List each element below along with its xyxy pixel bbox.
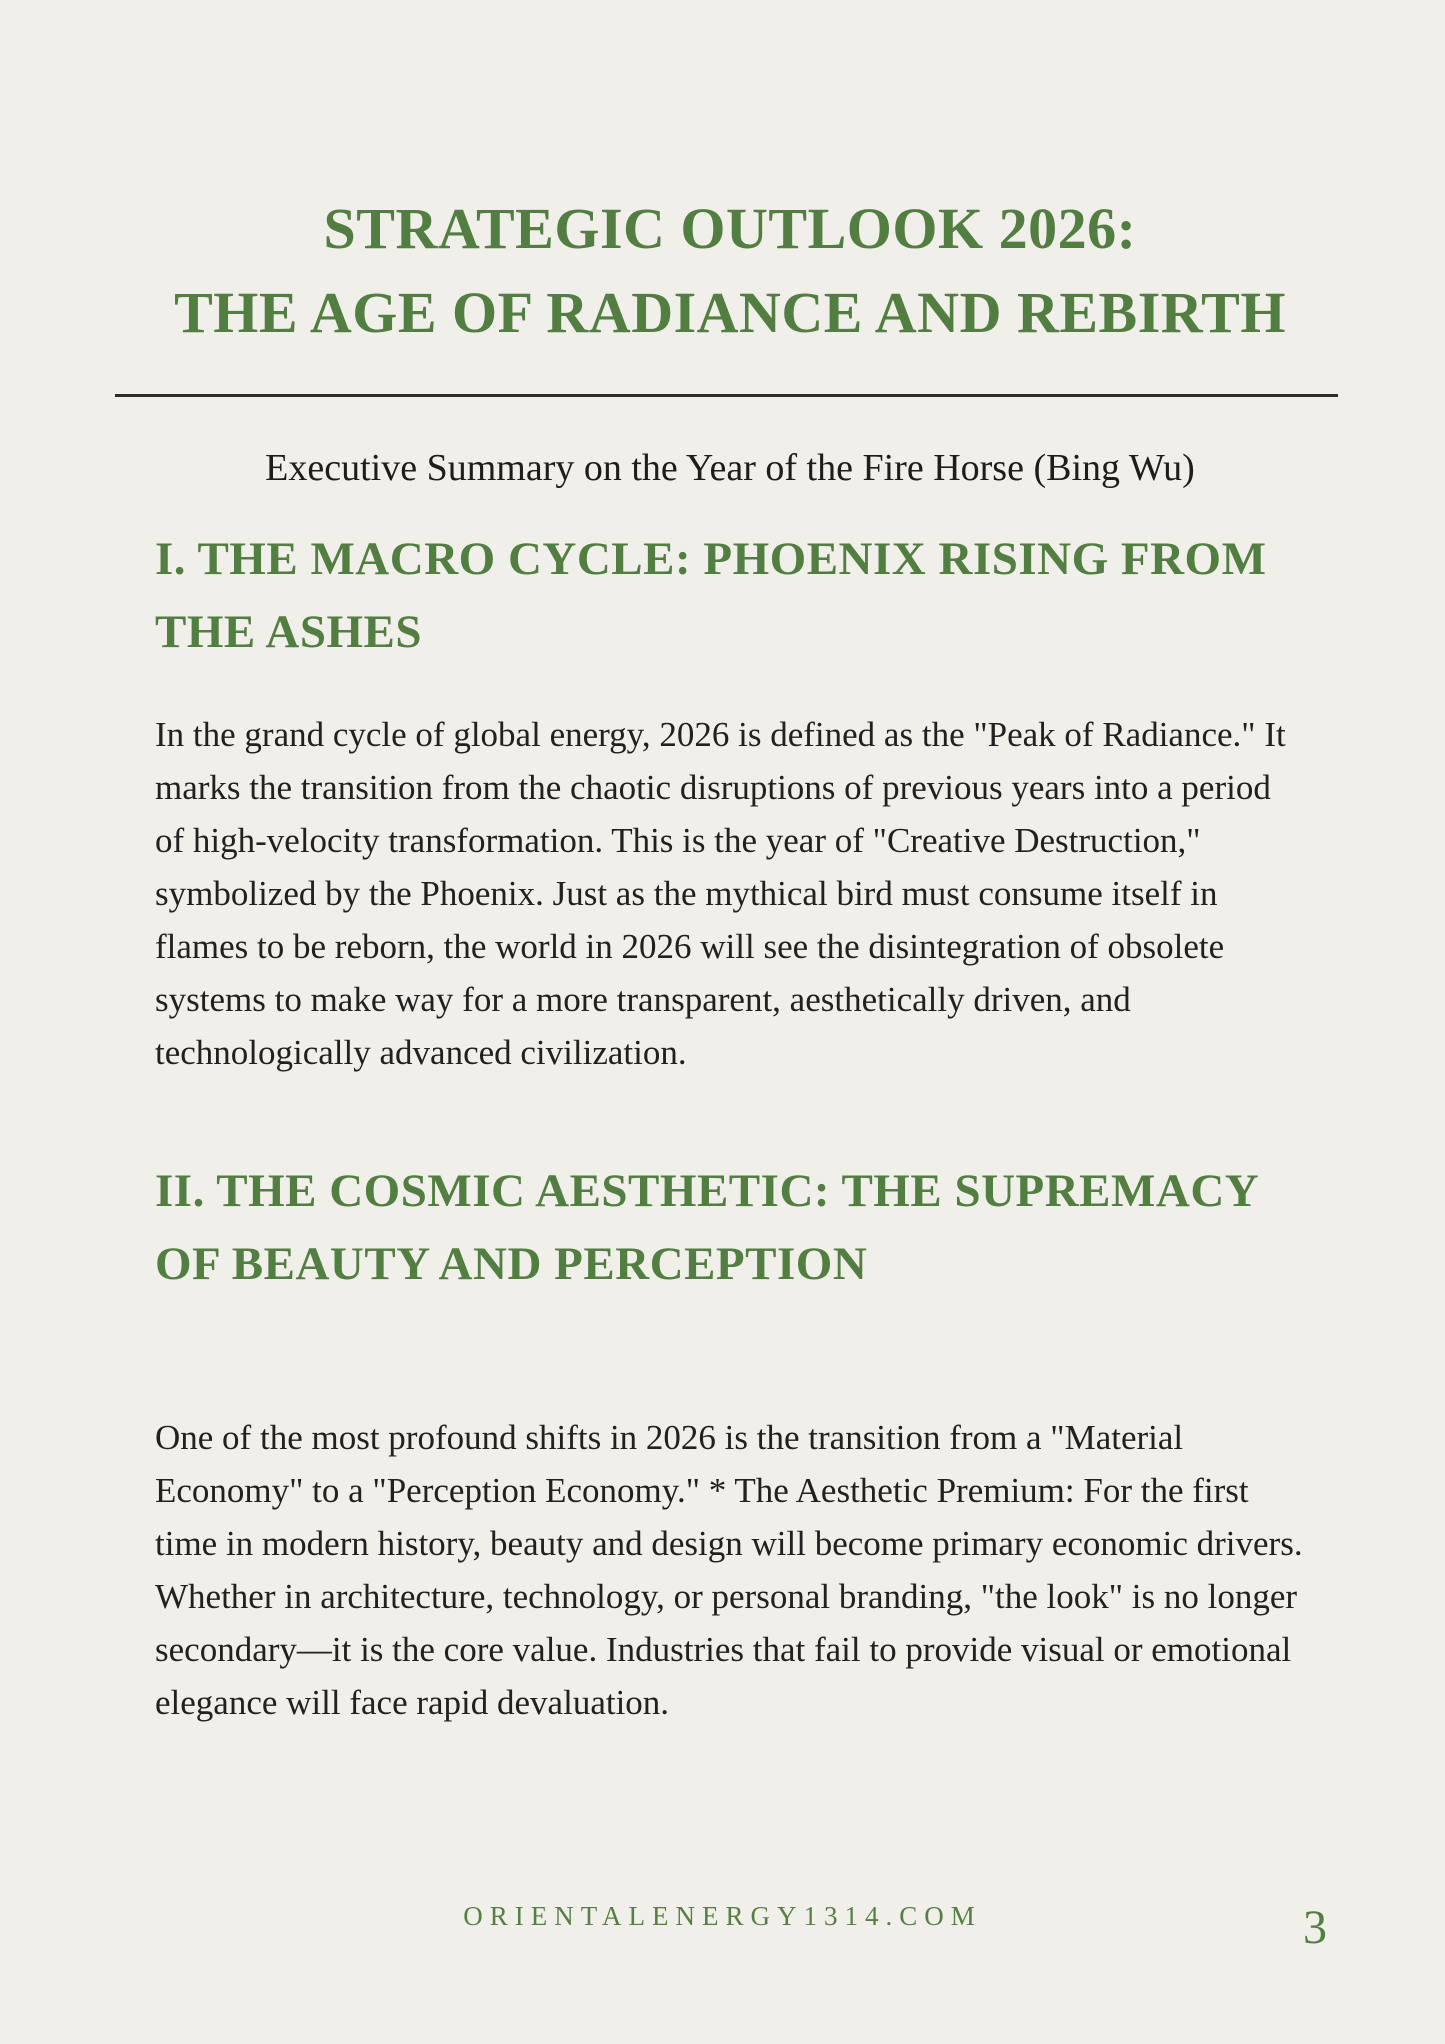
page-title-line1: STRATEGIC OUTLOOK 2026:	[323, 195, 1137, 261]
footer-website: ORIENTALENERGY1314.COM	[463, 1901, 982, 1931]
page-title	[155, 187, 1305, 355]
section-heading-macro-cycle: I. THE MACRO CYCLE: PHOENIX RISING FROM THE ASHES	[155, 532, 1267, 658]
page-number: 3	[1303, 1901, 1327, 1954]
section-heading-cosmic-aesthetic: II. THE COSMIC AESTHETIC: THE SUPREMACY OF BEAUTY AND PERCEPTION	[155, 1164, 1258, 1290]
section-body-cosmic-aesthetic: One of the most profound shifts in 2026 is the transition from a "Material Economy" to a "Perception Economy." * The Aesthetic Premium: For the first time in modern history, beauty and design will become primary economic drivers. Whether in architecture, technology, or personal branding, "the look" is no longer secondary—it is the core value. Industries that fail to provide visual or emotional elegance will face rapid devaluation.	[155, 1417, 1303, 1722]
section-body-macro-cycle: In the grand cycle of global energy, 2026 is defined as the "Peak of Radiance." It marks the transition from the chaotic disruptions of previous years into a period of high-velocity transformation. This is the year of "Creative Destruction," symbolized by the Phoenix. Just as the mythical bird must consume itself in flames to be reborn, the world in 2026 will see the disintegration of obsolete systems to make way for a more transparent, aesthetically driven, and technologically advanced civilization.	[155, 714, 1286, 1072]
document-subtitle: Executive Summary on the Year of the Fire Horse (Bing Wu)	[265, 446, 1195, 489]
page-title-line2: THE AGE OF RADIANCE AND REBIRTH	[174, 279, 1286, 345]
title-divider	[115, 394, 1338, 397]
